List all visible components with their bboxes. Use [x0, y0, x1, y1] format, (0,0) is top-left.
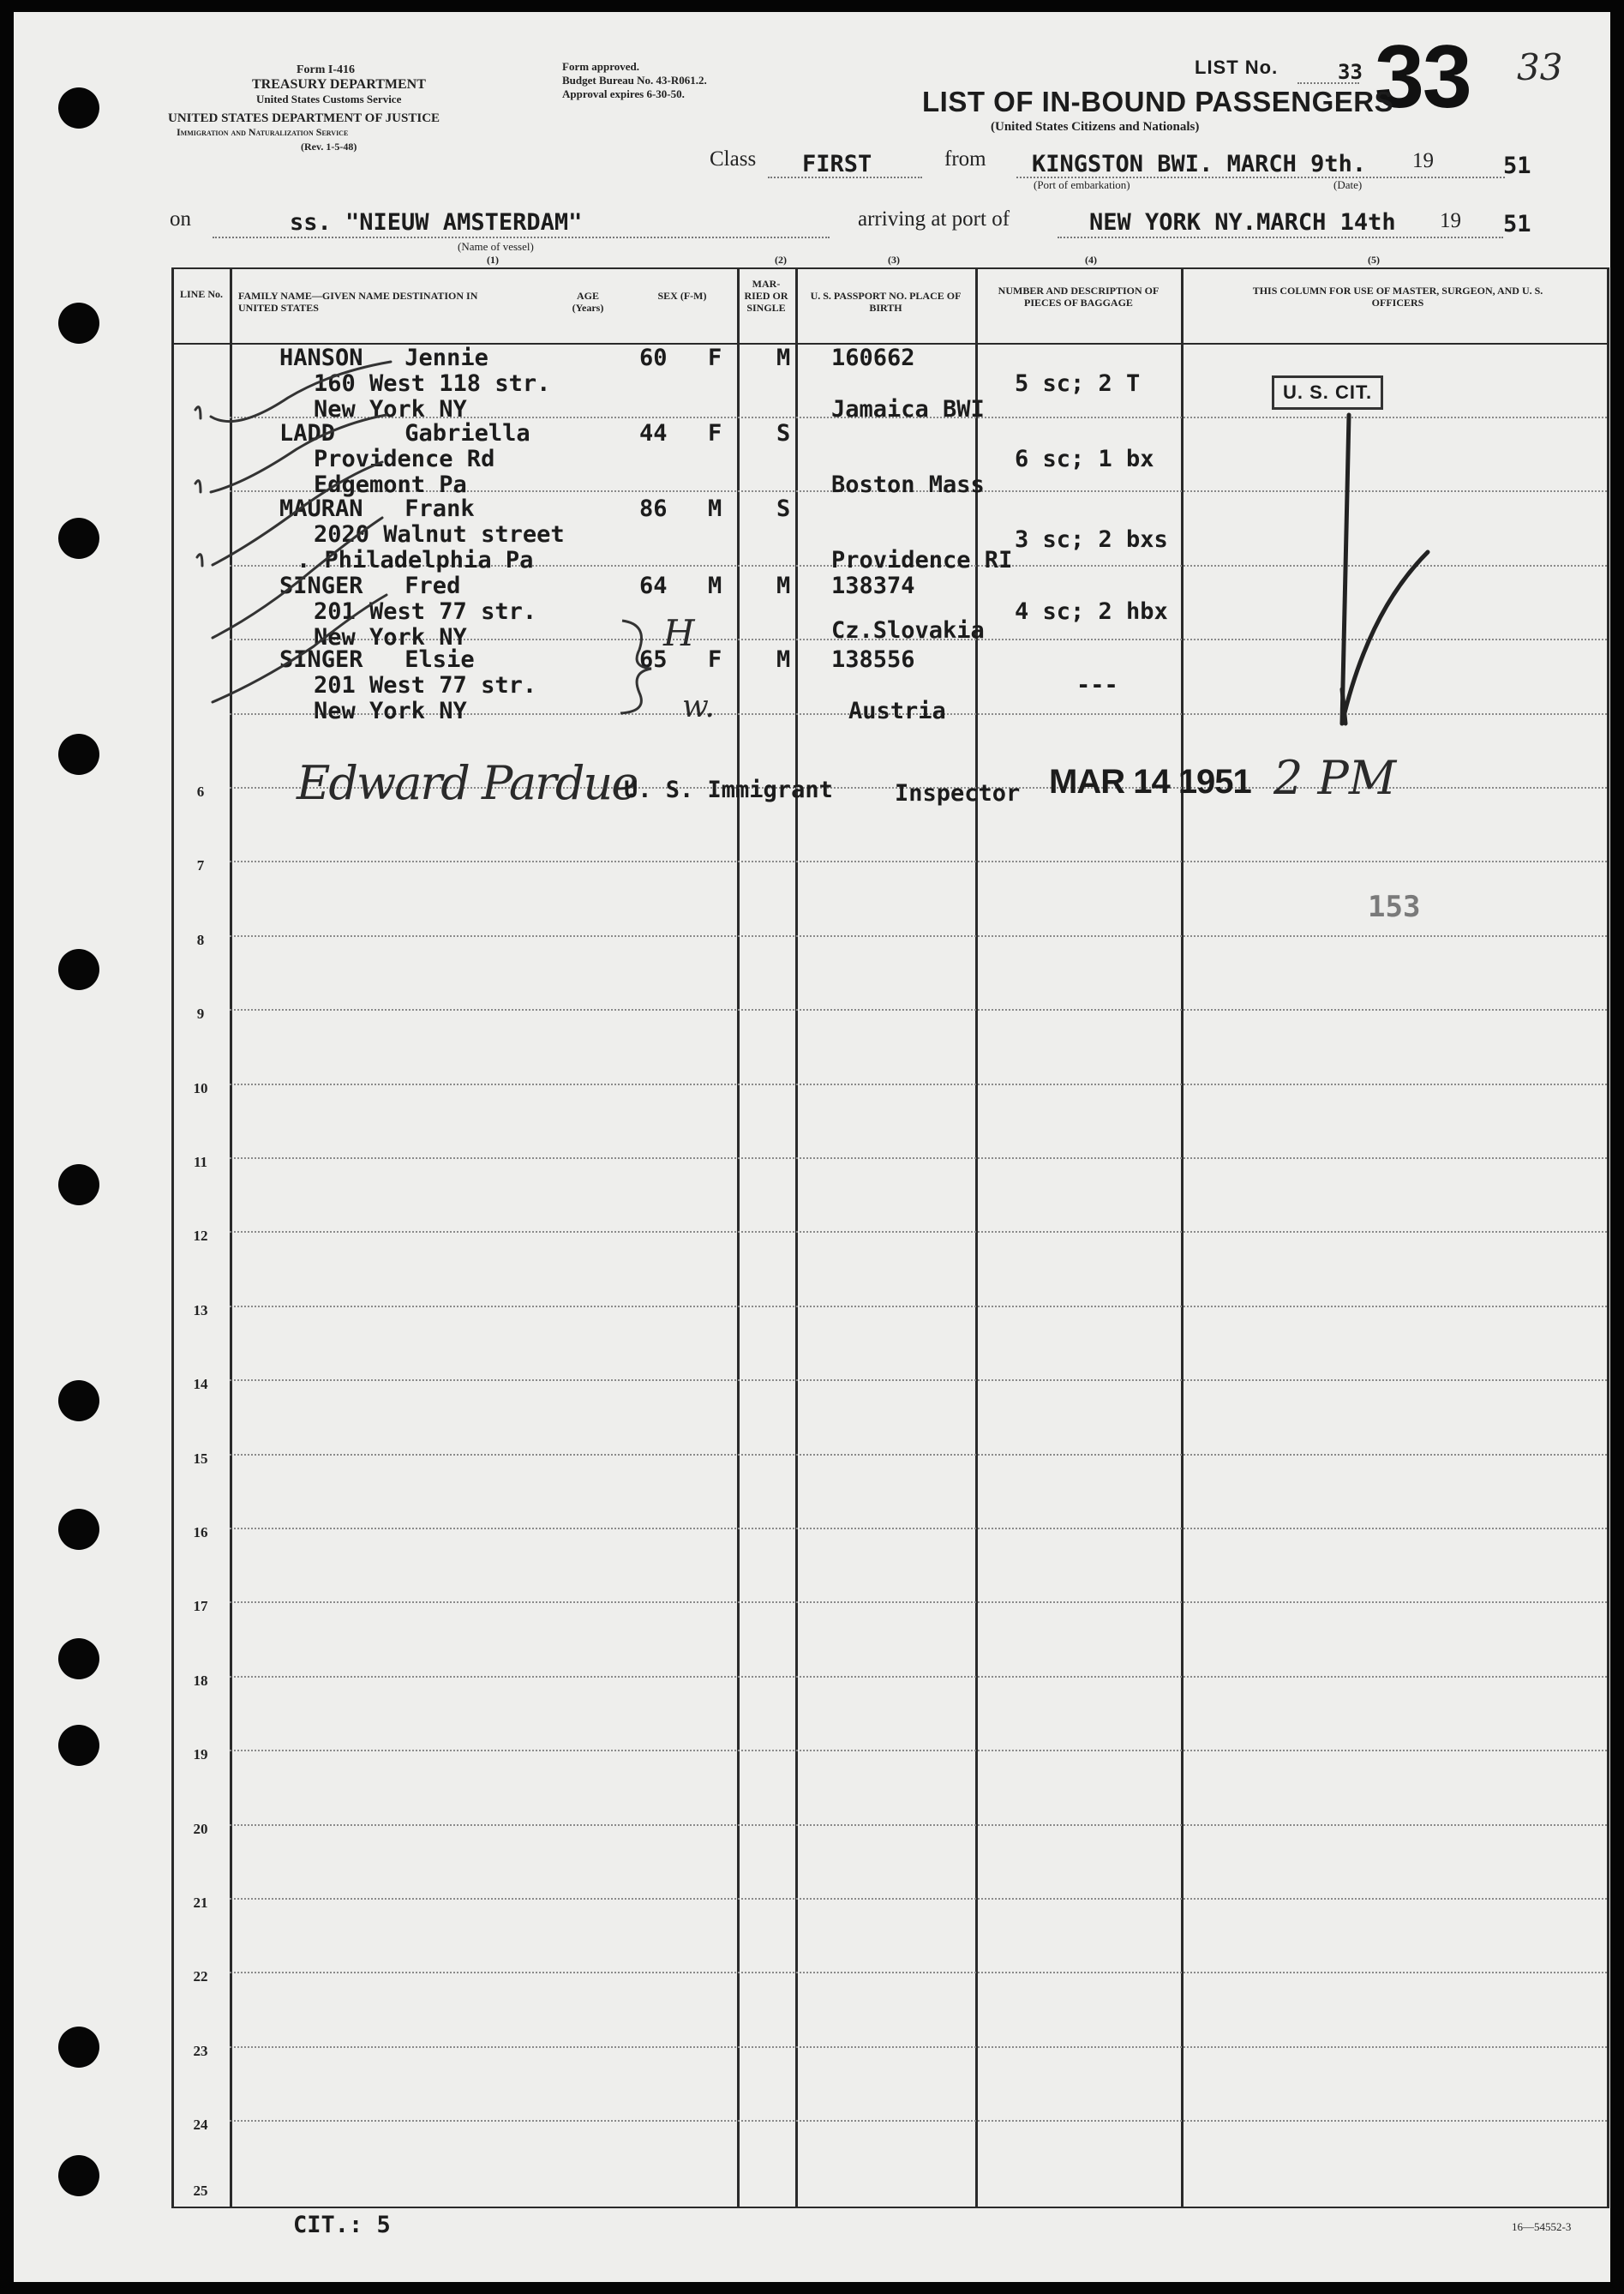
passenger-marital: M [776, 573, 791, 599]
passenger-address: Edgemont Pa [314, 471, 467, 498]
column-number-4-header: (4) [1085, 254, 1097, 266]
form-subtitle: (United States Citizens and Nationals) [991, 120, 1200, 134]
punch-hole [58, 303, 99, 344]
passenger-address: Providence Rd [314, 446, 495, 472]
punch-hole [58, 1725, 99, 1766]
port-embarkation-caption: (Port of embarkation) [1034, 178, 1130, 191]
passenger-name: HANSON Jennie [279, 345, 488, 371]
punch-hole [58, 2027, 99, 2068]
line-number: 17 [193, 1598, 208, 1614]
customs-service: United States Customs Service [256, 93, 402, 105]
passenger-birthplace: Providence RI [831, 547, 1013, 574]
form-title: LIST OF IN-BOUND PASSENGERS [922, 86, 1394, 117]
punch-hole [58, 87, 99, 129]
vessel-caption: (Name of vessel) [458, 240, 534, 253]
col-header-age: AGE (Years) [572, 290, 604, 314]
check-marks [185, 355, 408, 732]
year-2: 51 [1503, 211, 1531, 237]
page-number: 153 [1368, 890, 1421, 924]
passenger-baggage: 3 sc; 2 bxs [1015, 526, 1168, 553]
ins-service: Immigration and Naturalization Service [177, 126, 349, 138]
date-caption: (Date) [1333, 178, 1363, 191]
arriving-label: arriving at port of [858, 207, 1010, 231]
passenger-birthplace: Cz.Slovakia [831, 617, 985, 644]
inspection-date-stamp: MAR 14 1951 [1049, 763, 1251, 801]
line-number: 19 [193, 1746, 208, 1763]
list-no-stamp: 33 [1375, 27, 1471, 127]
punch-hole [58, 2155, 99, 2196]
from-value: KINGSTON BWI. MARCH 9th. [1032, 151, 1367, 177]
passenger-passport: 138374 [831, 573, 915, 599]
punch-hole [58, 949, 99, 990]
document-page [14, 12, 1610, 2282]
department-of-justice: UNITED STATES DEPARTMENT OF JUSTICE [168, 111, 440, 125]
handwritten-h: H [663, 612, 695, 654]
passenger-marital: M [776, 345, 791, 371]
punch-hole [58, 1380, 99, 1421]
form-approved: Form approved. [562, 60, 640, 73]
passenger-baggage: 4 sc; 2 hbx [1015, 598, 1168, 625]
revision-date: (Rev. 1-5-48) [301, 141, 357, 153]
year-1: 51 [1503, 153, 1531, 179]
col-header-sex: SEX (F-M) [657, 290, 707, 302]
passenger-address: 2020 Walnut street [314, 521, 565, 548]
line-number: 21 [193, 1895, 208, 1911]
form-number: Form I-416 [297, 63, 356, 76]
passenger-name: SINGER Elsie [279, 646, 475, 673]
line-number: 12 [193, 1228, 208, 1244]
on-label: on [170, 207, 191, 231]
handwritten-brace [614, 616, 665, 718]
passenger-address: New York NY [314, 698, 467, 724]
line-number: 16 [193, 1524, 208, 1540]
inspection-time: 2 PM [1273, 751, 1397, 805]
passenger-name: MAURAN Frank [279, 495, 475, 522]
approval-expires: Approval expires 6-30-50. [562, 87, 685, 100]
passenger-baggage: 6 sc; 1 bx [1015, 446, 1154, 472]
column-number-5-header: (5) [1368, 254, 1380, 266]
col-header-married: MAR- RIED OR SINGLE [744, 278, 788, 314]
passenger-age: 60 [639, 345, 668, 371]
class-value: FIRST [802, 151, 872, 177]
passenger-sex: M [708, 573, 722, 599]
passenger-age: 64 [639, 573, 668, 599]
handwritten-w: w. [682, 689, 715, 724]
punch-hole [58, 734, 99, 775]
year-prefix-2: 19 [1440, 209, 1461, 232]
passenger-marital: S [776, 420, 791, 447]
arrival-port: NEW YORK NY.MARCH 14th [1089, 209, 1396, 236]
passenger-sex: M [708, 495, 722, 522]
column-number-1-header: (1) [487, 254, 499, 266]
line-number: 6 [196, 784, 205, 800]
passenger-sex: F [708, 420, 722, 447]
passenger-age: 65 [639, 646, 668, 673]
list-no-typed: 33 [1338, 60, 1363, 84]
officer-arrow [1316, 406, 1445, 732]
passenger-name: SINGER Fred [279, 573, 461, 599]
passenger-birthplace: Austria [848, 698, 946, 724]
passenger-passport: 160662 [831, 345, 915, 371]
vessel-name: ss. "NIEUW AMSTERDAM" [290, 209, 583, 236]
passenger-address: New York NY [314, 624, 467, 651]
line-number: 23 [193, 2043, 208, 2059]
passenger-marital: S [776, 495, 791, 522]
line-number: 15 [193, 1450, 208, 1467]
col-header-officers: THIS COLUMN FOR USE OF MASTER, SURGEON, AND U. S. OFFICERS [1252, 285, 1543, 309]
col-header-name: FAMILY NAME—GIVEN NAME DESTINATION IN UNITED STATES [238, 290, 478, 314]
line-number: 22 [193, 1968, 208, 1985]
punch-hole [58, 1509, 99, 1550]
passenger-address: New York NY [314, 396, 467, 423]
line-number: 8 [196, 932, 205, 948]
passenger-address: . Philadelphia Pa [297, 547, 534, 574]
line-number: 11 [193, 1154, 208, 1170]
inspector-title-2: Inspector [895, 780, 1021, 807]
citizen-count: CIT.: 5 [293, 2212, 391, 2238]
passenger-passport: 138556 [831, 646, 915, 673]
column-number-3-header: (3) [888, 254, 900, 266]
line-number: 25 [193, 2183, 208, 2199]
line-number: 18 [193, 1672, 208, 1689]
line-number: 24 [193, 2117, 208, 2133]
passenger-baggage: 5 sc; 2 T [1015, 370, 1141, 397]
list-no-handwritten: 33 [1517, 46, 1563, 88]
year-prefix-1: 19 [1412, 149, 1434, 172]
passenger-age: 44 [639, 420, 668, 447]
treasury-department: TREASURY DEPARTMENT [252, 77, 426, 92]
class-label: Class [710, 147, 757, 171]
budget-bureau: Budget Bureau No. 43-R061.2. [562, 74, 707, 87]
passenger-birthplace: Boston Mass [831, 471, 985, 498]
line-number: 20 [193, 1821, 208, 1837]
inspector-title: U. S. Immigrant [624, 777, 833, 803]
passenger-address: 201 West 77 str. [314, 598, 537, 625]
passenger-address: 201 West 77 str. [314, 672, 537, 699]
line-number: 9 [196, 1006, 205, 1022]
us-cit-stamp: U. S. CIT. [1272, 375, 1383, 410]
form-code: 16—54552-3 [1512, 2220, 1572, 2233]
passenger-baggage: --- [1076, 672, 1118, 699]
passenger-marital: M [776, 646, 791, 673]
punch-hole [58, 1638, 99, 1679]
punch-hole [58, 518, 99, 559]
passenger-sex: F [708, 345, 722, 371]
inspector-signature: Edward Pardue [297, 756, 638, 810]
line-number: 14 [193, 1376, 208, 1392]
punch-hole [58, 1164, 99, 1205]
passenger-birthplace: Jamaica BWI [831, 396, 985, 423]
col-header-baggage: NUMBER AND DESCRIPTION OF PIECES OF BAGGAGE [998, 285, 1160, 309]
passenger-age: 86 [639, 495, 668, 522]
passenger-name: LADD Gabriella [279, 420, 530, 447]
line-number: 10 [193, 1080, 208, 1096]
list-no-label: LIST No. [1195, 57, 1279, 78]
line-number: 13 [193, 1302, 208, 1318]
col-header-passport: U. S. PASSPORT NO. PLACE OF BIRTH [810, 290, 962, 314]
passenger-sex: F [708, 646, 722, 673]
column-number-2-header: (2) [775, 254, 787, 266]
col-header-line-no: LINE No. [179, 288, 223, 300]
line-number: 7 [196, 857, 205, 874]
from-label: from [944, 147, 986, 171]
passenger-address: 160 West 118 str. [314, 370, 551, 397]
